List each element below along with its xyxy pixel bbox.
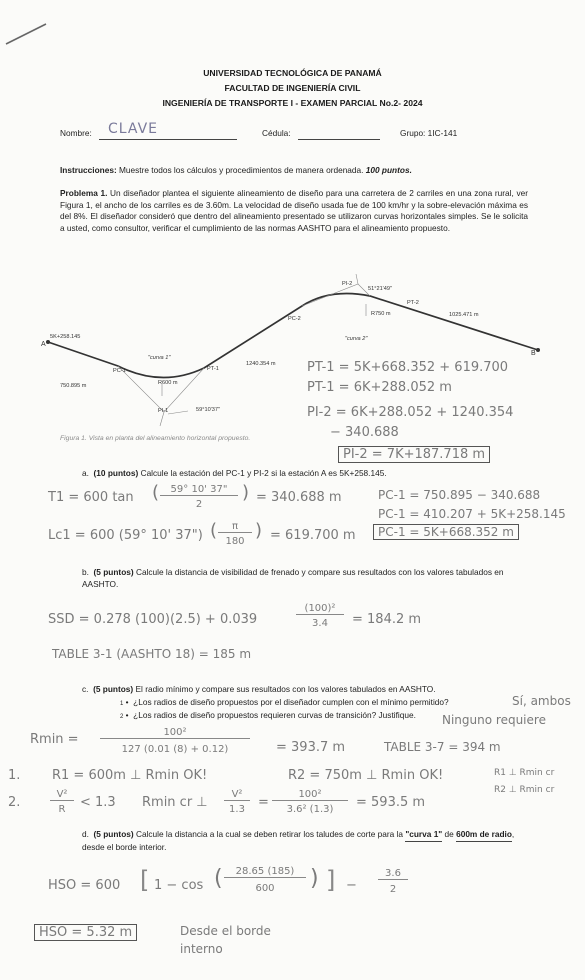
id-underline [298, 139, 380, 140]
qc-points: (5 puntos) [93, 684, 134, 694]
hw-hso-n2: 3.6 [378, 868, 408, 880]
dist-1240-label: 1240.354 m [246, 361, 276, 367]
hw-rmin-den: 127 (0.01 (8) + 0.12) [121, 744, 229, 755]
hw-hso-mid: 1 − cos [154, 878, 204, 893]
qd-curva: "curva 1" [405, 829, 442, 842]
hw-cond: < 1.3 [80, 795, 116, 810]
qc-text: El radio mínimo y compare sus resultados con los valores tabulados en AASHTO. [133, 684, 436, 694]
qc-sub1: 1 • ¿Los radios de diseño propuestos por el diseñador cumplen con el mínimo permitido? [120, 697, 449, 707]
qc-label: c. [82, 684, 89, 694]
dist-750-label: 750.895 m [60, 383, 87, 389]
university-title: UNIVERSIDAD TECNOLÓGICA DE PANAMÁ [203, 68, 382, 78]
hw-pc1-line2: PC-1 = 410.207 + 5K+258.145 [378, 507, 566, 521]
qa-text: Calcule la estación del PC-1 y PI-2 si la estación A es 5K+258.145. [138, 468, 387, 478]
pc2-label: PC-2 [288, 316, 301, 322]
hw-v-num: V² [224, 789, 250, 801]
station-a-label: 5K+258.145 [50, 334, 81, 340]
instructions-text: Muestre todos los cálculos y procedimientos de manera ordenada. [116, 165, 366, 175]
faculty-title: FACULTAD DE INGENIERÍA CIVIL [224, 83, 361, 93]
qd-radio: 600m de radio [456, 829, 512, 842]
hw-lc-num: π [218, 521, 252, 533]
problem1 [60, 188, 528, 234]
hw-ssd-lhs: SSD = 0.278 (100)(2.5) + 0.039 [48, 612, 258, 627]
hw-cond-num: V² [50, 789, 74, 801]
hw-ssd-table: TABLE 3-1 (AASHTO 18) = 185 m [52, 647, 252, 661]
hw-ssd-num: (100)² [296, 603, 344, 615]
curva2-label: "curva 2" [345, 336, 368, 342]
hw-t1-num: 59° 10' 37" [160, 484, 238, 496]
hw-c-n2: 2. [8, 795, 21, 810]
hw-rmin-res: = 393.7 m [276, 740, 346, 755]
qa-points: (10 puntos) [93, 468, 139, 478]
curva1-label: "curva 1" [148, 355, 171, 361]
hw-ssd-den: 3.4 [312, 618, 328, 629]
hw-pi2-line2: − 340.688 [330, 425, 399, 440]
qa-label: a. [82, 468, 89, 478]
point-b [536, 348, 540, 352]
hw-crit-res: = 593.5 m [356, 795, 426, 810]
hw-rmin-lhs: Rmin = [30, 732, 79, 747]
pc1-label: PC-1 [113, 368, 126, 374]
hw-hso-note1: Desde el borde [180, 924, 271, 938]
alignment-figure [40, 268, 555, 448]
hw-rmin-table: TABLE 3-7 = 394 m [384, 740, 501, 754]
hw-eq: = [258, 795, 269, 810]
hw-r2-note: R2 ⊥ Rmin cr [494, 785, 555, 795]
problem1-text: Un diseñador plantea el siguiente alineamiento de diseño para una carretera de 2 carriles en una zona rural, ver Figura 1, el ancho de los carriles es de 3.60m. La velocidad de diseño usada fue de 100 km/hr y la sobre-elevación máxima es del 8%. El diseñador consideró que dentro del alineamiento presentado se utilizaron curvas horizontales simples. Se le solicita a usted, como consultor, verificar el cumplimiento de las normas AASHTO para el alineamiento propuesto. [60, 188, 528, 233]
qd-label: d. [82, 829, 89, 839]
hw-r2: R2 = 750m ⊥ Rmin OK! [288, 768, 444, 783]
hw-ans1: Sí, ambos [512, 694, 571, 708]
angle1-leader [168, 411, 188, 414]
question-d [82, 829, 532, 853]
r600-label: R600 m [158, 380, 178, 386]
instructions [60, 165, 530, 177]
hw-v-den: 1.3 [229, 804, 245, 815]
hw-pt1-line1: PT-1 = 5K+668.352 + 619.700 [307, 360, 509, 375]
qd-text2: de [442, 829, 457, 839]
name-value: CLAVE [108, 121, 159, 137]
hw-ssd-res: = 184.2 m [352, 612, 422, 627]
hw-hso-d2: 2 [389, 884, 397, 895]
hw-c-n1: 1. [8, 768, 21, 783]
qb-points: (5 puntos) [93, 567, 134, 577]
group-label: Grupo: 1IC-141 [400, 128, 458, 138]
pen-mark [0, 0, 60, 50]
point-a-label: A [41, 341, 46, 348]
qc-sub2: 2 • ¿Los radios de diseño propuestos requieren curvas de transición? Justifique. [120, 710, 416, 720]
hw-cond-den: R [58, 804, 66, 815]
qd-points: (5 puntos) [93, 829, 134, 839]
hw-hso-den: 600 [255, 883, 275, 894]
pi1-leader [160, 412, 164, 426]
name-label: Nombre: [60, 128, 92, 138]
hw-hso-final: HSO = 5.32 m [34, 924, 137, 941]
qd-text3: , desde el borde interior. [82, 829, 515, 852]
hw-rmincr: Rmin cr ⊥ [142, 795, 208, 810]
question-c [82, 684, 532, 696]
hw-pc1-result: PC-1 = 5K+668.352 m [373, 524, 519, 540]
name-underline [99, 139, 237, 140]
hw-t1-lhs: T1 = 600 tan [48, 490, 134, 505]
hw-val-den: 3.6² (1.3) [286, 804, 334, 815]
angle1-label: 59°10'37" [196, 407, 220, 413]
dist-1025-label: 1025.471 m [449, 312, 479, 318]
pi2-leader [356, 274, 358, 284]
pi1-label: PI-1 [158, 408, 169, 414]
hw-hso-note2: interno [180, 942, 223, 956]
qb-text: Calcule la distancia de visibilidad de frenado y compare sus resultados con los valores tabulados en AASHTO. [82, 567, 504, 589]
hw-r1: R1 = 600m ⊥ Rmin OK! [52, 768, 208, 783]
question-a [82, 468, 532, 480]
hw-lc-res: = 619.700 m [270, 528, 356, 543]
qd-text1: Calcule la distancia a la cual se deben retirar los taludes de corte para la [133, 829, 406, 839]
hw-pi2-result: PI-2 = 7K+187.718 m [338, 446, 490, 463]
hw-pt1-line2: PT-1 = 6K+288.052 m [307, 380, 452, 395]
pt1-label: PT-1 [207, 366, 219, 372]
hw-pc1-line1: PC-1 = 750.895 − 340.688 [378, 488, 541, 502]
qb-label: b. [82, 567, 89, 577]
hw-val-num: 100² [272, 789, 348, 801]
point-a [46, 340, 50, 344]
id-label: Cédula: [262, 128, 291, 138]
angle2-label: 51°21'49" [368, 286, 392, 292]
point-b-label: B [531, 350, 536, 357]
hw-lc-den: 180 [225, 536, 245, 547]
instructions-points: 100 puntos. [365, 165, 412, 175]
hw-t1-res: = 340.688 m [256, 490, 342, 505]
pt2-label: PT-2 [407, 300, 419, 306]
hw-ans2: Ninguno requiere [442, 713, 546, 727]
instructions-label: Instrucciones: [60, 165, 117, 175]
hw-t1-den: 2 [195, 499, 203, 510]
hw-hso-num: 28.65 (185) [224, 866, 306, 878]
figure-caption: Figura 1. Vista en planta del alineamiento horizontal propuesto. [60, 435, 251, 442]
hw-hso-lhs: HSO = 600 [48, 878, 121, 893]
pi2-label: PI-2 [342, 281, 353, 287]
hw-pi2-line1: PI-2 = 6K+288.052 + 1240.354 [307, 405, 514, 420]
problem1-label: Problema 1. [60, 188, 108, 198]
r750-label: R750 m [371, 311, 391, 317]
hw-rmin-num: 100² [100, 727, 250, 739]
course-title: INGENIERÍA DE TRANSPORTE I - EXAMEN PARCIAL No.2- 2024 [162, 98, 423, 108]
question-b [82, 567, 522, 590]
hw-r1-note: R1 ⊥ Rmin cr [494, 768, 555, 778]
hw-hso-minus: − [346, 878, 357, 893]
hw-lc-lhs: Lc1 = 600 (59° 10' 37") [48, 528, 203, 543]
